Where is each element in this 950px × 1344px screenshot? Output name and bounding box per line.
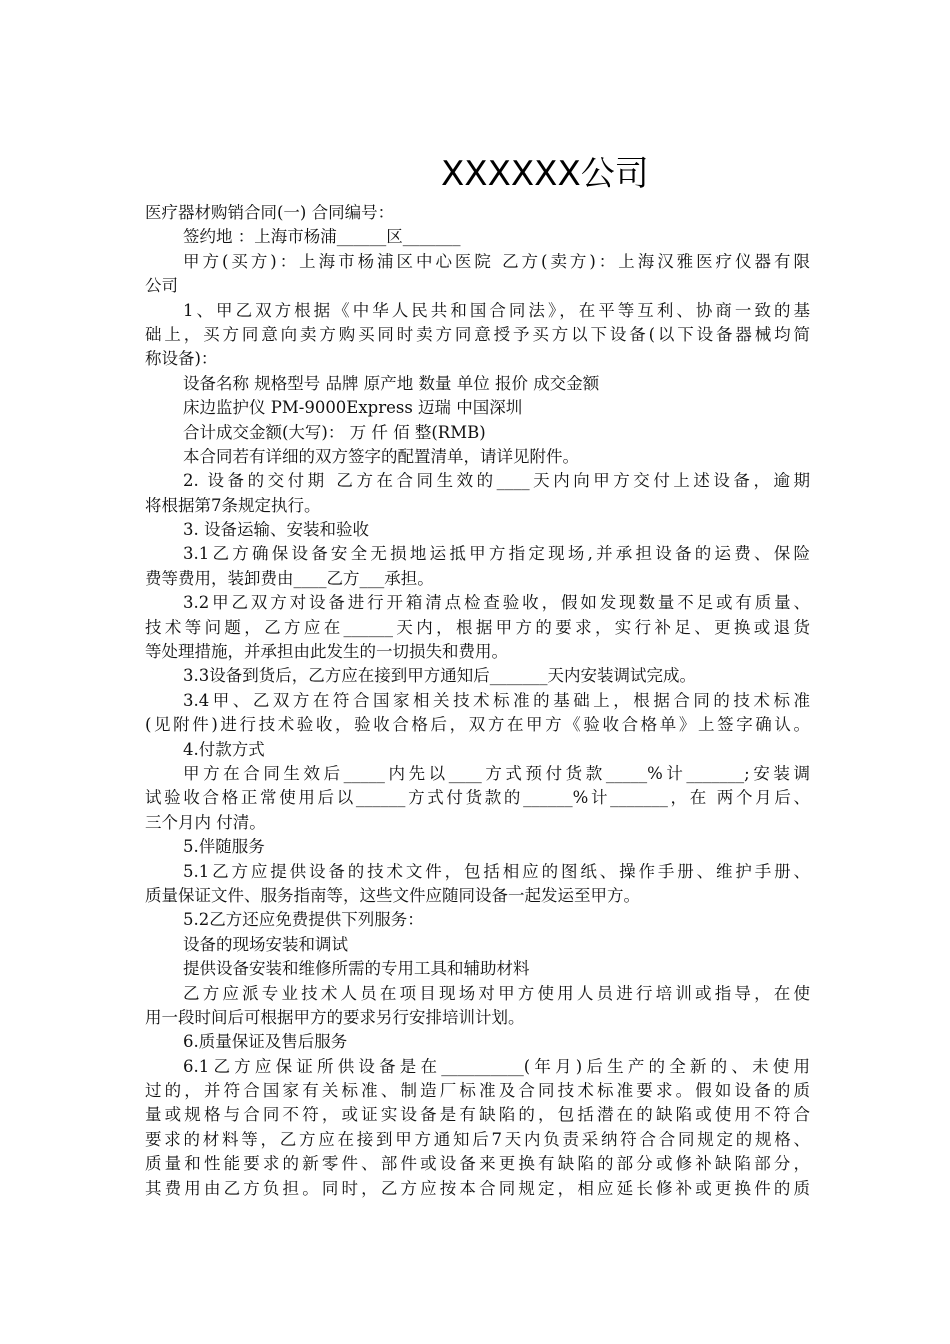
text-line: 床边监护仪 PM-9000Express 迈瑞 中国深圳 [183, 398, 523, 418]
text-line: 公司 [145, 276, 178, 296]
text-line: 2. 设备的交付期 乙方在合同生效的____天内向甲方交付上述设备，逾期 [183, 471, 810, 491]
text-line: 6.质量保证及售后服务 [183, 1032, 348, 1052]
text-line: 甲方(买方)：上海市杨浦区中心医院 乙方(卖方)：上海汉雅医疗仪器有限 [183, 251, 810, 271]
text-line: 乙方应派专业技术人员在项目现场对甲方使用人员进行培训或指导，在使 [183, 983, 810, 1003]
text-line: 等处理措施，并承担由此发生的一切损失和费用。 [145, 642, 508, 662]
text-line: (见附件)进行技术验收，验收合格后，双方在甲方《验收合格单》上签字确认。 [145, 715, 810, 735]
text-line: 础上，买方同意向卖方购买同时卖方同意授予买方以下设备(以下设备器械均简 [145, 324, 810, 344]
text-line: 签约地 ：上海市杨浦______区_______ [183, 227, 461, 247]
text-line: 费等费用，装卸费由____乙方___承担。 [145, 568, 434, 588]
text-line: 5.2乙方还应免费提供下列服务： [183, 910, 424, 930]
text-line: 5.1乙方应提供设备的技术文件，包括相应的图纸、操作手册、维护手册、 [183, 861, 810, 881]
text-line: 过的，并符合国家有关标准、制造厂标准及合同技术标准要求。假如设备的质 [145, 1081, 810, 1101]
text-line: 医疗器材购销合同(一) 合同编号： [145, 203, 395, 222]
text-line: 称设备)： [145, 349, 218, 369]
text-line: 3.2甲乙双方对设备进行开箱清点检查验收，假如发现数量不足或有质量、 [183, 593, 810, 613]
company-title: XXXXXX公司 [441, 154, 649, 194]
text-line: 3.4甲、乙双方在符合国家相关技术标准的基础上，根据合同的技术标准 [183, 690, 810, 710]
text-line: 用一段时间后可根据甲方的要求另行安排培训计划。 [145, 1007, 525, 1027]
contract-body [145, 201, 810, 1201]
text-line: 三个月内 付清。 [145, 812, 266, 832]
text-line: 合计成交金额(大写)： 万 仟 佰 整(RMB) [183, 422, 486, 442]
text-line: 3. 设备运输、安装和验收 [183, 520, 369, 540]
text-line: 要求的材料等，乙方应在接到甲方通知后7天内负责采纳符合合同规定的规格、 [145, 1129, 810, 1149]
text-line: 试验收合格正常使用后以______方式付货款的______%计_______，在 两个月后、 [145, 788, 810, 808]
text-line: 设备的现场安装和调试 [183, 934, 348, 954]
text-line: 技术等问题，乙方应在______天内，根据甲方的要求，实行补足、更换或退货 [145, 617, 810, 637]
text-line: 将根据第7条规定执行。 [145, 495, 321, 515]
text-line: 质量保证文件、服务指南等，这些文件应随同设备一起发运至甲方。 [145, 885, 640, 905]
text-line: 3.3设备到货后，乙方应在接到甲方通知后_______天内安装调试完成。 [183, 666, 696, 686]
text-line: 3.1乙方确保设备安全无损地运抵甲方指定现场,并承担设备的运费、保险 [183, 544, 810, 564]
text-line: 设备名称 规格型号 品牌 原产地 数量 单位 报价 成交金额 [183, 373, 600, 393]
text-line: 质量和性能要求的新零件、部件或设备来更换有缺陷的部分或修补缺陷部分， [145, 1154, 810, 1174]
text-line: 量或规格与合同不符，或证实设备是有缺陷的，包括潜在的缺陷或使用不符合 [145, 1105, 810, 1125]
text-line: 其费用由乙方负担。同时，乙方应按本合同规定，相应延长修补或更换件的质 [145, 1178, 810, 1198]
text-line: 6.1乙方应保证所供设备是在__________(年月)后生产的全新的、未使用 [183, 1056, 810, 1076]
text-line: 本合同若有详细的双方签字的配置清单，请详见附件。 [183, 446, 579, 466]
text-line: 1、甲乙双方根据《中华人民共和国合同法》，在平等互利、协商一致的基 [183, 300, 810, 320]
text-line: 4.付款方式 [183, 739, 265, 759]
text-line: 提供设备安装和维修所需的专用工具和辅助材料 [183, 959, 530, 979]
text-line: 甲方在合同生效后_____内先以____方式预付货款_____%计_______;安装调 [183, 763, 810, 783]
text-line: 5.伴随服务 [183, 837, 265, 857]
